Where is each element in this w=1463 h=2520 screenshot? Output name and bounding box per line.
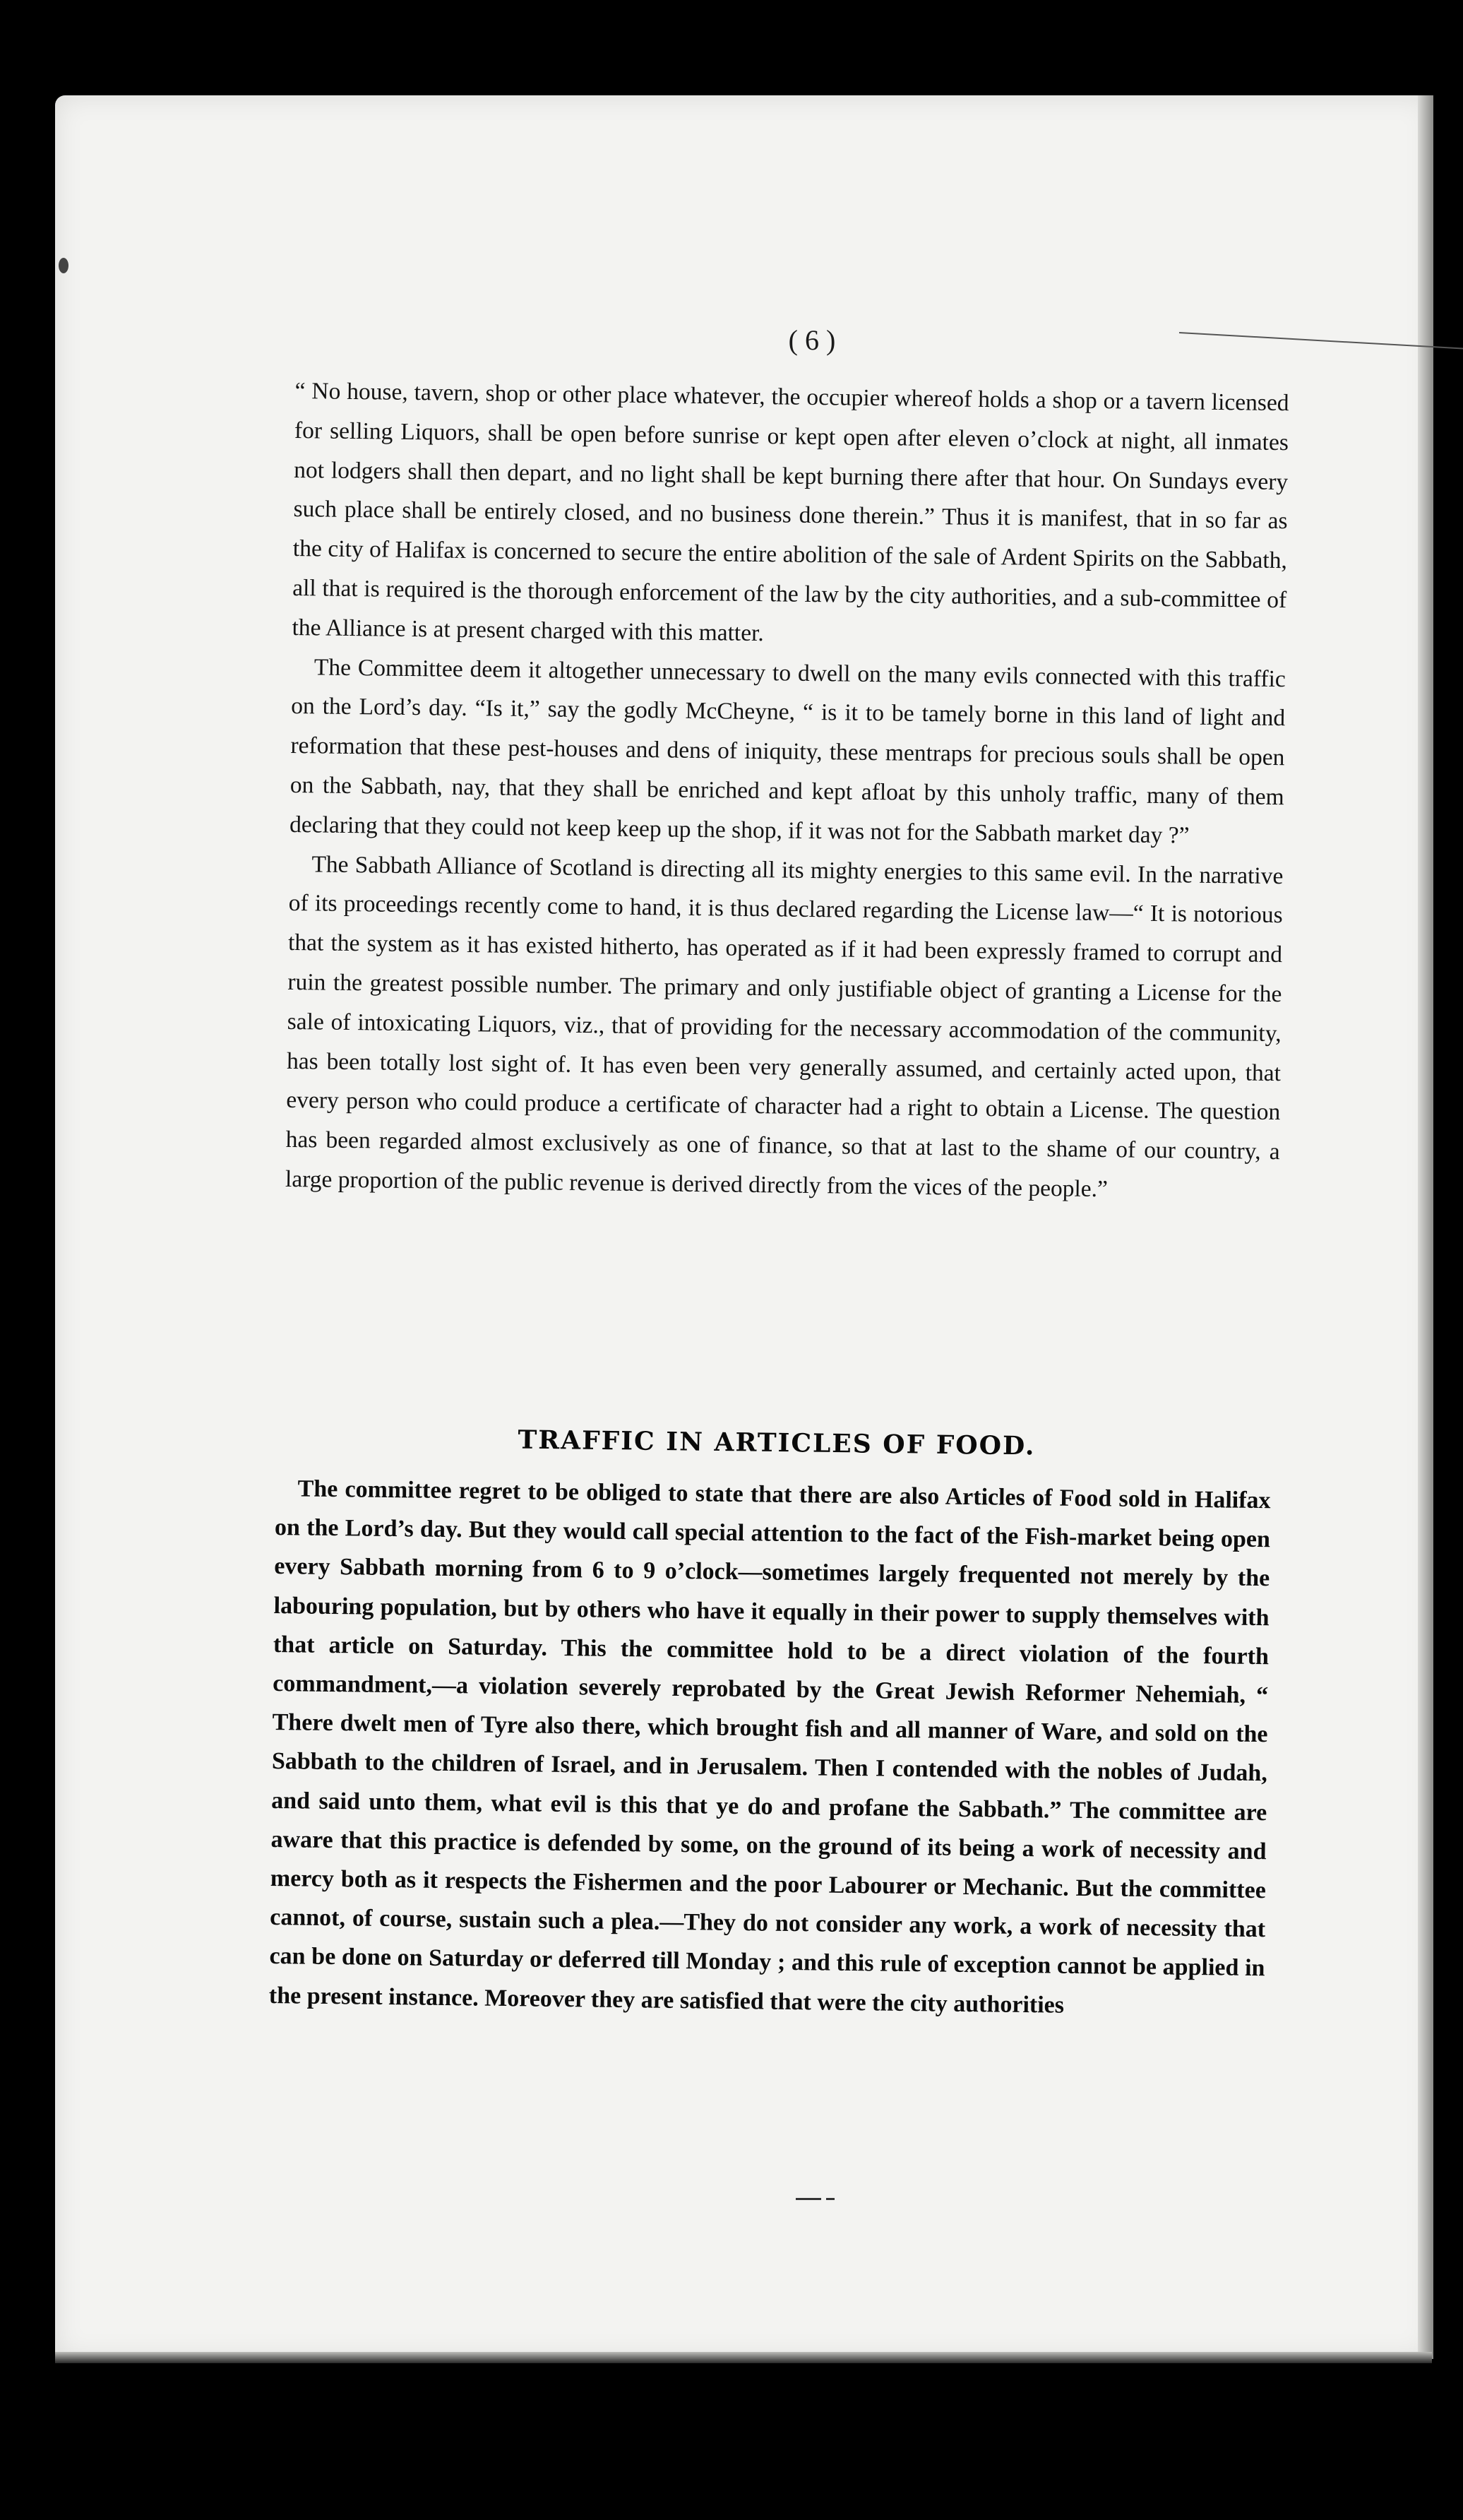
ink-spot (59, 258, 68, 273)
paragraph-quote-law: “ No house, tavern, shop or other place whatever, the occupier whereof holds a shop or a tavern licensed for selling Liquors, shall be open before sunrise or kept open after eleven o’clock at night, all inmates not lodgers shall then depart, and no light shall be kept burning there after that hour. On Sundays every such place shall be entirely closed, and no business done therein.” Thus it is manifest, that in so far as the city of Halifax is concerned to secure the entire abolition of the sale of Ardent Spirits on the Sabbath, all that is required is the thorough enforcement of the law by the city authorities, and a sub-committee of the Alliance is at present charged with this matter. (292, 377, 1289, 646)
page-end-mark (796, 2198, 821, 2200)
paragraph-sabbath-alliance-scotland: The Sabbath Alliance of Scotland is directing all its mighty energies to this same evil. In the narrative of its proceedings recently come to hand, it is thus declared regarding the License law—“ It is notorious that the system as it has existed hitherto, has operated as if it had been expressly framed to corrupt and ruin the greatest possible number. The primary and only justifiable object of granting a License for the sale of intoxicating Liquors, viz., that of providing for the necessary accommodation of the community, has been totally lost sight of. It has even been very generally assumed, and certainly acted upon, that every person who could produce a certificate of character had a right to obtain a License. The question has been regarded almost exclusively as one of finance, so that at last to the shame of our country, a large proportion of the public revenue is derived directly from the vices of the people.” (285, 850, 1284, 1203)
section-heading: TRAFFIC IN ARTICLES OF FOOD. (518, 1425, 1036, 1461)
food-section-text (269, 1469, 1271, 2027)
body-text (285, 372, 1289, 1211)
page-edge-shadow (1418, 95, 1433, 2359)
paragraph-committee-evils: The Committee deem it altogether unnecessary to dwell on the many evils connected with this traffic on the Lord’s day. “Is it,” say the godly McCheyne, “ is it to be tamely borne in this land of light and reformation that these pest-houses and dens of iniquity, these mentraps for precious souls shall be open on the Sabbath, nay, that they shall be enriched and kept afloat by this unholy traffic, many of them declaring that they could not keep keep up the shop, if it was not for the Sabbath market day ?” (289, 653, 1286, 849)
paragraph-food-traffic: The committee regret to be obliged to state that there are also Articles of Food sold in Halifax on the Lord’s day. But they would call special attention to the fact of the Fish-market being open every Sabbath morning from 6 to 9 o’clock—sometimes largely frequented not merely by the labouring population, but by others who have it equally in their power to supply themselves with that article on Saturday. This the committee hold to be a direct violation of the fourth commandment,—a violation severely reprobated by the Great Jewish Reformer Nehemiah, “ There dwelt men of Tyre also there, which brought fish and all manner of Ware, and sold on the Sabbath to the children of Israel, and in Jerusalem. Then I contended with the nobles of Judah, and said unto them, what evil is this that ye do and profane the Sabbath.” The committee are aware that this practice is defended by some, on the ground of its being a work of necessity and mercy both as it respects the Fishermen and the poor Labourer or Mechanic. But the committee cannot, of course, sustain such a plea.—They do not consider any work, a work of necessity that can be done on Saturday or deferred till Monday ; and this rule of exception cannot be applied in the present instance. Moreover they are satisfied that were the city authorities (268, 1475, 1271, 2019)
page-bottom-shadow (55, 2352, 1432, 2363)
page-number: ( 6 ) (788, 324, 836, 356)
page-end-mark-small (826, 2198, 835, 2200)
